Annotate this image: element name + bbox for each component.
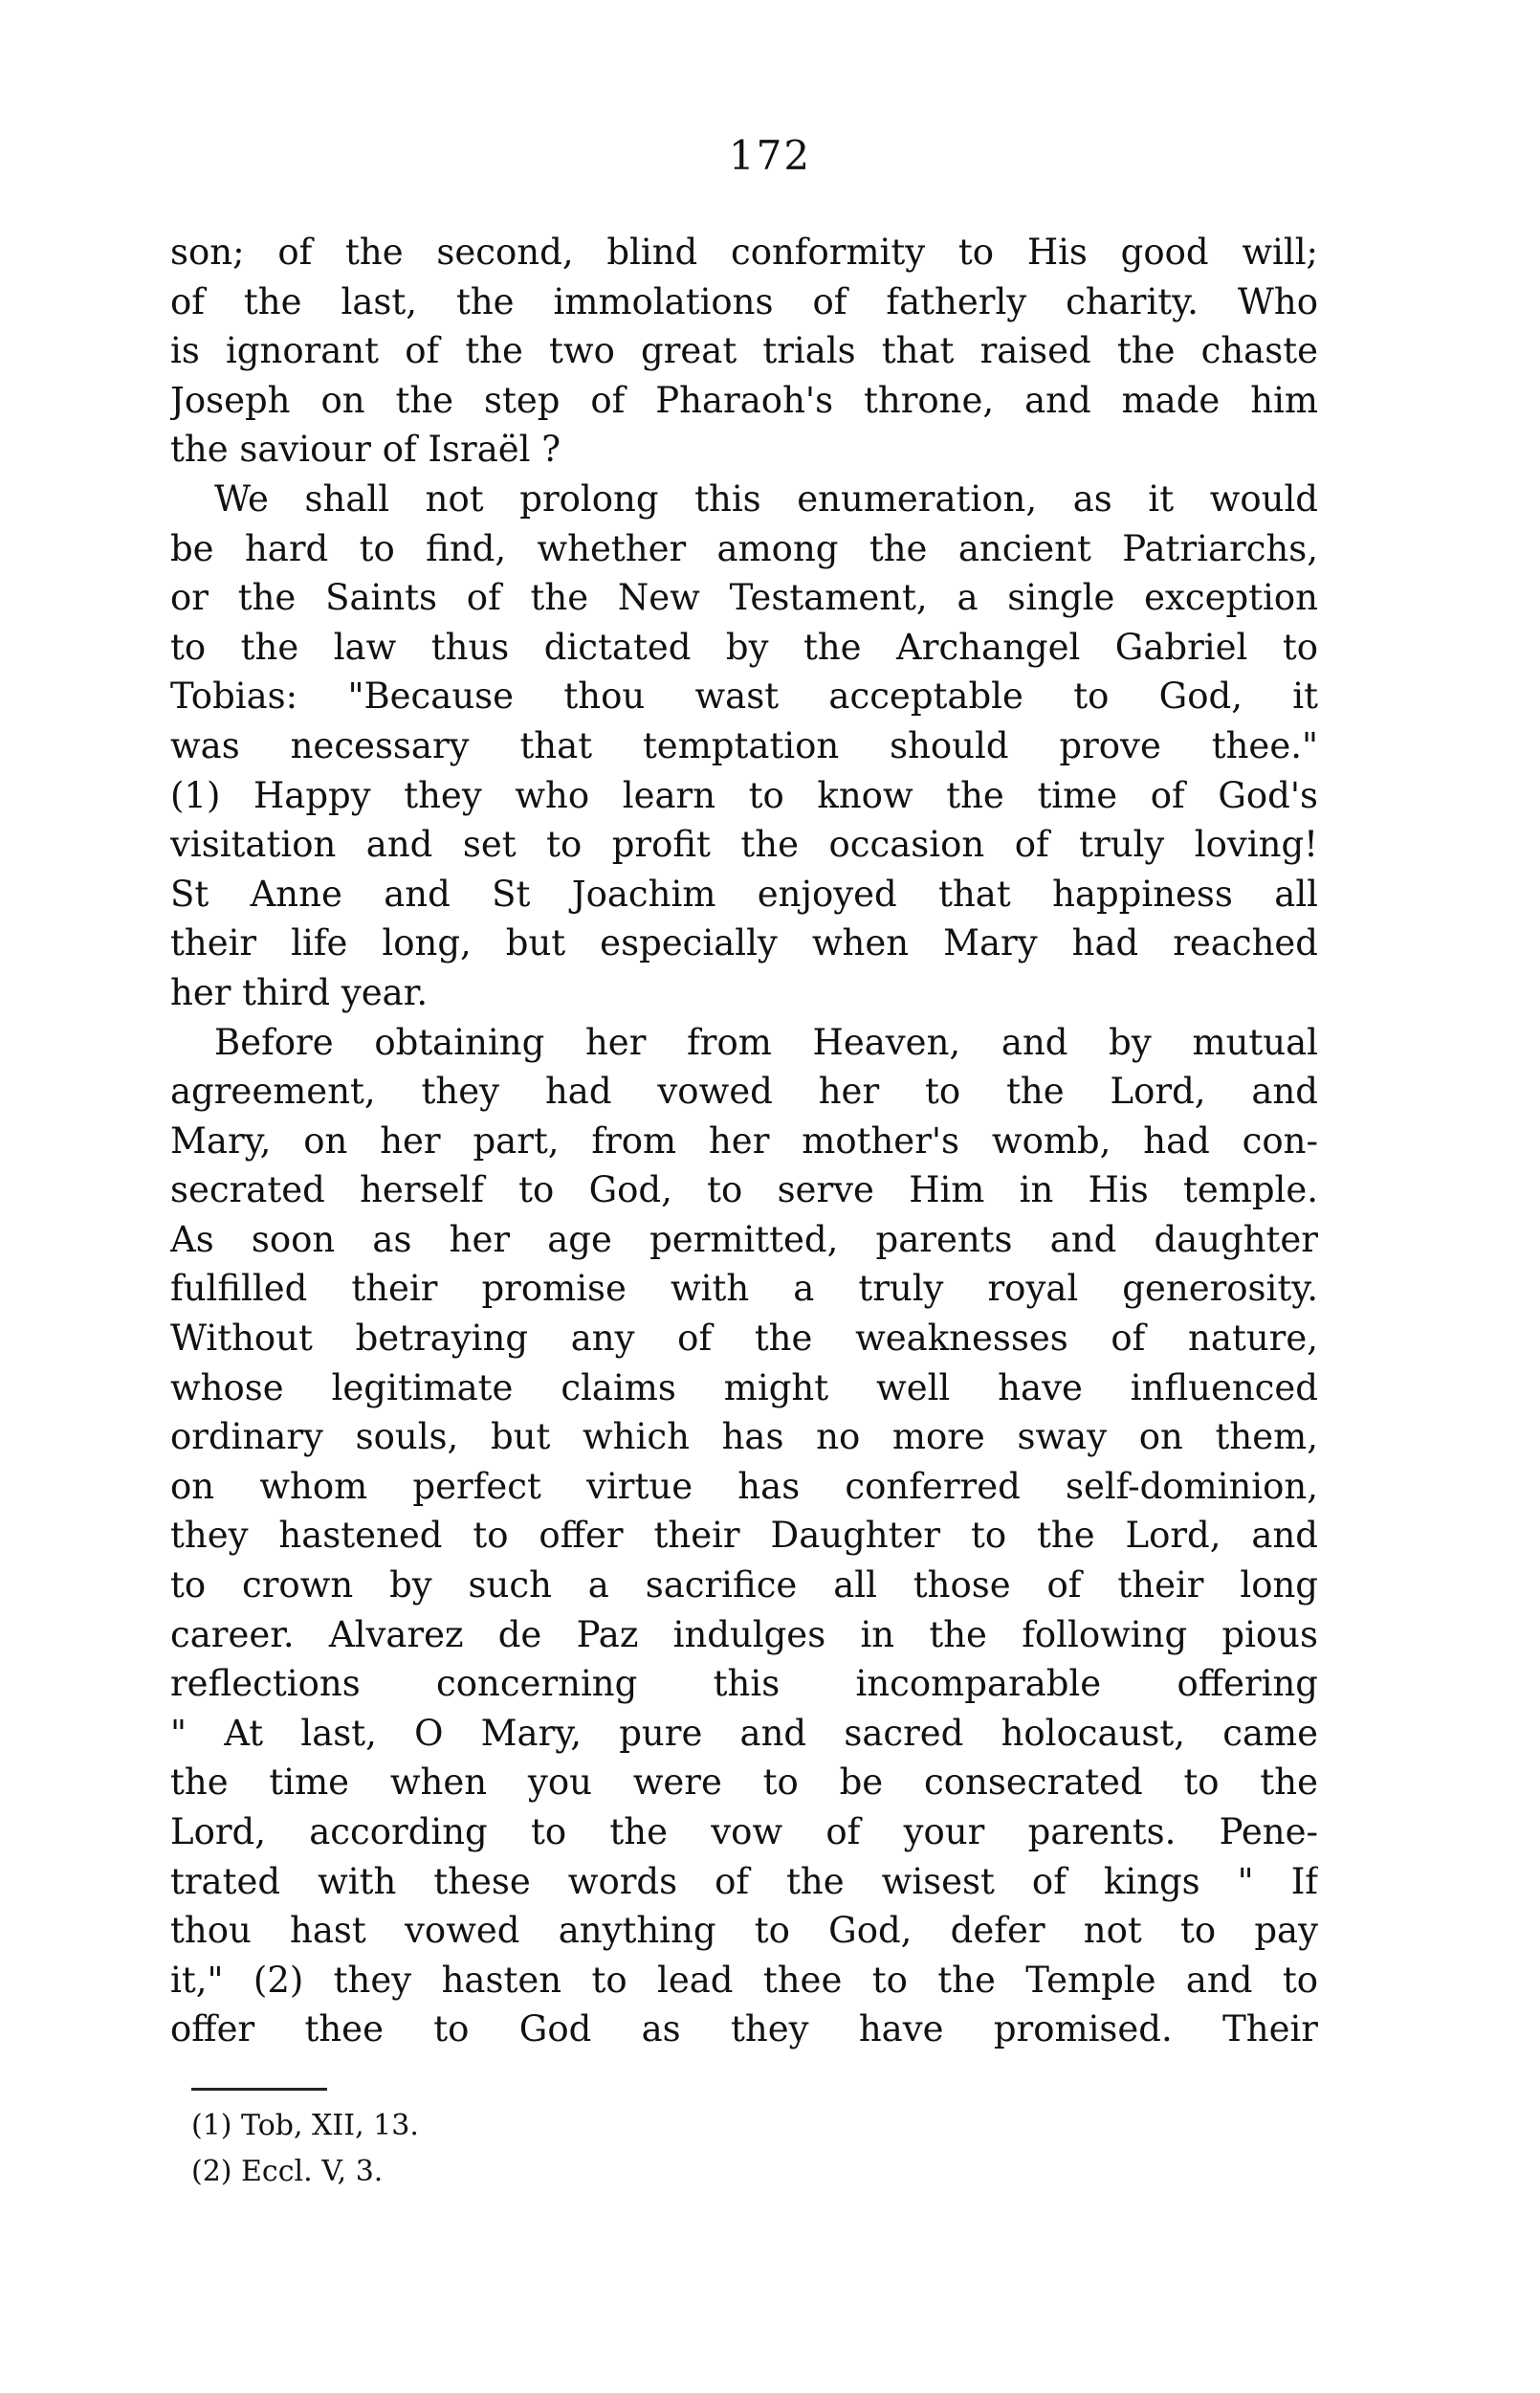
- text-line: ordinary souls, but which has no more sway on them,: [170, 1416, 1318, 1458]
- text-line: Joseph on the step of Pharaoh's throne, and made him: [170, 379, 1318, 421]
- text-line: offer thee to God as they have promised. Their: [170, 2008, 1318, 2050]
- text-line: of the last, the immolations of fatherly charity. Who: [170, 280, 1318, 322]
- text-line: they hastened to offer their Daughter to the Lord, and: [170, 1515, 1318, 1557]
- text-line: is ignorant of the two great trials that raised the chaste: [170, 330, 1318, 372]
- text-line: Without betraying any of the weaknesses of nature,: [170, 1318, 1318, 1360]
- text-line: or the Saints of the New Testament, a single exception: [170, 577, 1318, 619]
- text-line: their life long, but especially when Mary had reached: [170, 922, 1318, 964]
- text-line: her third year.: [170, 971, 429, 1013]
- text-line: the time when you were to be consecrated to the: [170, 1762, 1318, 1804]
- text-line: As soon as her age permitted, parents and daughter: [170, 1218, 1318, 1260]
- text-line: reflections concerning this incomparable offering: [170, 1663, 1318, 1705]
- text-line: (1) Happy they who learn to know the time of God's: [170, 774, 1318, 816]
- text-line: thou hast vowed anything to God, defer not to pay: [170, 1910, 1318, 1952]
- text-line: it," (2) they hasten to lead thee to the Temple and to: [170, 1959, 1318, 2001]
- text-line: son; of the second, blind conformity to His good will;: [170, 232, 1318, 273]
- text-line: " At last, O Mary, pure and sacred holocaust, came: [170, 1712, 1318, 1754]
- page-number: 172: [728, 132, 812, 179]
- text-line: St Anne and St Joachim enjoyed that happiness all: [170, 873, 1318, 915]
- text-line: was necessary that temptation should prove thee.": [170, 724, 1318, 766]
- body-text: [170, 228, 1318, 2054]
- footnote-divider: [191, 2088, 327, 2091]
- text-line: Mary, on her part, from her mother's womb, had con-: [170, 1119, 1318, 1162]
- text-line: visitation and set to profit the occasion of truly loving!: [170, 824, 1318, 866]
- text-line: Tobias: "Because thou wast acceptable to God, it: [170, 676, 1318, 718]
- footnote-2: (2) Eccl. V, 3.: [191, 2155, 384, 2188]
- text-line: be hard to find, whether among the ancient Patriarchs,: [170, 527, 1318, 569]
- text-line: secrated herself to God, to serve Him in His temple.: [170, 1169, 1318, 1211]
- text-line: career. Alvarez de Paz indulges in the following pious: [170, 1613, 1318, 1655]
- text-line: trated with these words of the wisest of kings " If: [170, 1860, 1318, 1902]
- text-line: Before obtaining her from Heaven, and by mutual: [214, 1021, 1318, 1063]
- text-line: whose legitimate claims might well have influenced: [170, 1366, 1318, 1408]
- text-line: fulfilled their promise with a truly royal generosity.: [170, 1268, 1318, 1310]
- text-line: agreement, they had vowed her to the Lord, and: [170, 1071, 1318, 1113]
- text-line: to crown by such a sacrifice all those of their long: [170, 1564, 1318, 1606]
- text-line: Lord, according to the vow of your parents. Pene-: [170, 1811, 1318, 1852]
- footnotes: [191, 2103, 419, 2195]
- footnote-1: (1) Tob, XII, 13.: [191, 2109, 419, 2142]
- text-line: on whom perfect virtue has conferred self-dominion,: [170, 1465, 1318, 1507]
- text-line: We shall not prolong this enumeration, as it would: [214, 477, 1318, 520]
- text-line: the saviour of Israël ?: [170, 429, 561, 471]
- text-line: to the law thus dictated by the Archangel Gabriel to: [170, 626, 1318, 668]
